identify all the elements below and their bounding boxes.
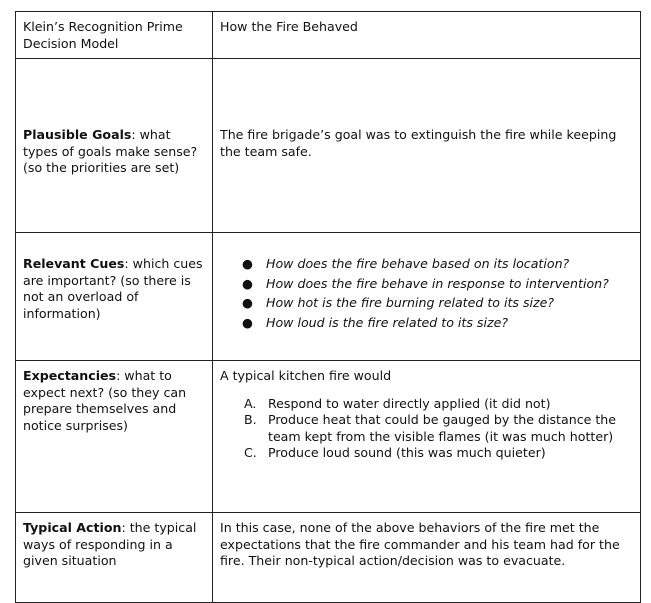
plausible-goals-content: The fire brigade’s goal was to extinguish the fire while keeping the team safe.: [213, 59, 641, 233]
relevant-cues-content: [213, 233, 641, 361]
list-item: [242, 315, 634, 332]
bullet-icon: ●: [242, 295, 253, 310]
list-item: [242, 256, 634, 273]
table-row: [16, 513, 641, 603]
header-model-cell: Klein’s Recognition Prime Decision Model: [16, 12, 213, 59]
typical-action-content: In this case, none of the above behaviors of the fire met the expectations that the fire commander and his team had for the fire. Their non-typical action/decision was to evacuate.: [213, 513, 641, 603]
list-item: [244, 396, 634, 413]
plausible-goals-term: Plausible Goals: [23, 127, 132, 142]
list-item: [242, 295, 634, 312]
plausible-goals-desc: : what types of goals make sense? (so the priorities are set): [23, 127, 198, 175]
expectancies-cell: [16, 361, 213, 513]
plausible-goals-cell: [16, 59, 213, 233]
expectancy-text: Produce heat that could be gauged by the distance the team kept from the visible flames (it was much hotter): [268, 412, 617, 444]
cue-text: How hot is the fire burning related to its size?: [266, 295, 555, 310]
table-row: [16, 59, 641, 233]
header-fire-cell: How the Fire Behaved: [213, 12, 641, 59]
list-marker: C.: [244, 445, 257, 460]
table-row: [16, 233, 641, 361]
cues-list: [220, 256, 634, 331]
relevant-cues-cell: [16, 233, 213, 361]
typical-action-desc: : the typical ways of responding in a given situation: [23, 520, 197, 568]
list-item: [244, 445, 634, 462]
list-item: [244, 412, 634, 445]
cue-text: How loud is the fire related to its size?: [266, 314, 509, 330]
expectancy-text: Produce loud sound (this was much quieter): [268, 445, 546, 460]
list-marker: B.: [244, 412, 257, 427]
expectancies-term: Expectancies: [23, 368, 117, 383]
rpd-model-table: [15, 11, 641, 603]
bullet-icon: ●: [242, 314, 253, 330]
expectancies-intro: A typical kitchen fire would: [220, 368, 392, 383]
table-row: [16, 361, 641, 513]
bullet-icon: ●: [242, 256, 253, 271]
list-item: [242, 276, 634, 293]
expectancy-text: Respond to water directly applied (it did not): [268, 395, 551, 411]
expectancies-list: [220, 396, 634, 462]
header-row: [16, 12, 641, 59]
relevant-cues-term: Relevant Cues: [23, 256, 125, 271]
bullet-icon: ●: [242, 275, 253, 291]
list-marker: A.: [244, 395, 257, 411]
cue-text: How does the fire behave in response to intervention?: [266, 275, 609, 291]
relevant-cues-desc: : which cues are important? (so there is not an overload of information): [23, 256, 203, 321]
typical-action-cell: [16, 513, 213, 603]
expectancies-content: [213, 361, 641, 513]
expectancies-desc: : what to expect next? (so they can prepare themselves and notice surprises): [23, 368, 187, 433]
typical-action-term: Typical Action: [23, 520, 122, 535]
cue-text: How does the fire behave based on its location?: [266, 256, 570, 271]
